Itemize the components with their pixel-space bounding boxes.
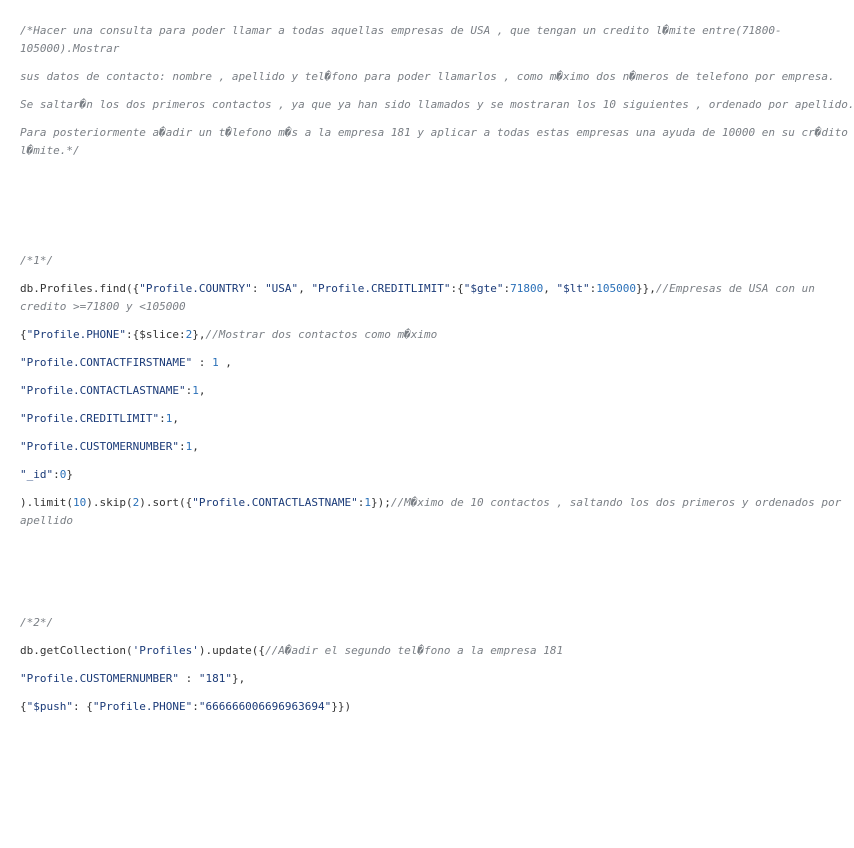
code-token: :{$slice: <box>125 328 186 341</box>
code-token: : <box>503 282 511 295</box>
code-token: "Profile.CONTACTLASTNAME" <box>192 496 358 509</box>
code-token: 0 <box>59 468 67 481</box>
code-token: ).limit( <box>20 496 73 509</box>
code-token: : <box>192 700 199 713</box>
code-token: : <box>192 356 213 369</box>
code-token: "Profile.COUNTRY" <box>139 282 252 295</box>
code-token: "Profile.CONTACTLASTNAME" <box>20 384 186 397</box>
code-token: "$gte" <box>463 282 504 295</box>
code-token: , <box>218 356 232 369</box>
code-token: db.Profiles.find({ <box>20 282 140 295</box>
projection-creditlimit-line <box>20 410 848 428</box>
code-token: , <box>198 384 206 397</box>
code-token: : <box>178 440 186 453</box>
code-token: , <box>543 282 557 295</box>
code-comment: //A�adir el segundo tel�fono a la empresa 181 <box>265 644 564 657</box>
code-token: 1 <box>185 440 193 453</box>
limit-skip-sort-line <box>20 494 848 530</box>
blank-space <box>20 540 848 614</box>
code-token: "Profile.CUSTOMERNUMBER" <box>20 440 179 453</box>
code-token: "Profile.CREDITLIMIT" <box>20 412 160 425</box>
code-token: : <box>178 672 199 685</box>
code-token: "181" <box>198 672 232 685</box>
code-document <box>20 22 854 726</box>
code-token: , <box>298 282 312 295</box>
code-token: "Profile.CREDITLIMIT" <box>311 282 451 295</box>
code-token: db.getCollection( <box>20 644 133 657</box>
code-token: }}, <box>636 282 656 295</box>
code-token: ).update({ <box>198 644 266 657</box>
code-token: "Profile.CONTACTFIRSTNAME" <box>20 356 193 369</box>
code-token: , <box>172 412 179 425</box>
code-token: "USA" <box>265 282 299 295</box>
code-token: , <box>192 440 199 453</box>
code-token: }, <box>192 328 206 341</box>
section1-marker: /*1*/ <box>20 254 54 267</box>
code-comment: //Mostrar dos contactos como m�ximo <box>205 328 438 341</box>
header-comment-line-2: sus datos de contacto: nombre , apellido y tel�fono para poder llamarlos , como m�ximo dos n�meros de telefono por empresa. <box>20 70 835 83</box>
update-push-line <box>20 698 848 716</box>
code-token: { <box>20 328 27 341</box>
blank-space <box>20 170 848 252</box>
code-token: : <box>357 496 365 509</box>
code-token: : <box>251 282 266 295</box>
code-token: "Profile.PHONE" <box>26 328 126 341</box>
code-token: 1 <box>165 412 173 425</box>
code-token: "Profile.CUSTOMERNUMBER" <box>20 672 179 685</box>
projection-lastname-line <box>20 382 848 400</box>
header-comment-line-4: Para posteriormente a�adir un t�lefono m�s a la empresa 181 y aplicar a todas estas empresas una ayuda de 10000 en su cr�dito l�mite.*/ <box>20 126 854 157</box>
code-token: ).sort({ <box>139 496 193 509</box>
code-token: "_id" <box>20 468 54 481</box>
code-token: :{ <box>450 282 464 295</box>
code-comment: //M�ximo de 10 contactos , saltando los dos primeros y ordenados por apellido <box>20 496 848 527</box>
code-token: "Profile.PHONE" <box>92 700 193 713</box>
code-token: }, <box>231 672 246 685</box>
code-comment: //Empresas de USA con un credito >=71800 y <105000 <box>20 282 822 313</box>
projection-customernumber-line <box>20 438 848 456</box>
header-comment-line-3: Se saltar�n los dos primeros contactos , ya que ya han sido llamados y se mostraran los 10 siguientes , ordenado por apellido. <box>20 98 854 111</box>
projection-phone-line <box>20 326 848 344</box>
code-token: } <box>66 468 73 481</box>
code-token: }}) <box>331 700 352 713</box>
section2-marker: /*2*/ <box>20 616 54 629</box>
code-token: : { <box>72 700 93 713</box>
code-token: 1 <box>364 496 372 509</box>
update-call-line <box>20 642 848 660</box>
code-token: }); <box>371 496 391 509</box>
header-comment-line-1: /*Hacer una consulta para poder llamar a todas aquellas empresas de USA , que tengan un credito l�mite entre(71800-105000).Mostrar <box>20 24 782 55</box>
code-token: { <box>20 700 27 713</box>
code-token: 1 <box>212 356 219 369</box>
find-query-line <box>20 280 848 316</box>
code-token: : <box>185 384 193 397</box>
code-token: 'Profiles' <box>132 644 199 657</box>
projection-firstname-line <box>20 354 848 372</box>
projection-id-line <box>20 466 848 484</box>
code-token: 2 <box>185 328 193 341</box>
code-token: 2 <box>132 496 140 509</box>
code-token: "$lt" <box>556 282 590 295</box>
update-filter-line <box>20 670 848 688</box>
code-token: ).skip( <box>86 496 133 509</box>
code-token: 10 <box>72 496 87 509</box>
code-token: 71800 <box>510 282 544 295</box>
code-token: "666666006696963694" <box>198 700 332 713</box>
code-token: "$push" <box>26 700 73 713</box>
code-token: : <box>589 282 597 295</box>
code-token: 105000 <box>596 282 637 295</box>
code-token: : <box>53 468 60 481</box>
code-token: 1 <box>192 384 199 397</box>
code-token: : <box>159 412 166 425</box>
